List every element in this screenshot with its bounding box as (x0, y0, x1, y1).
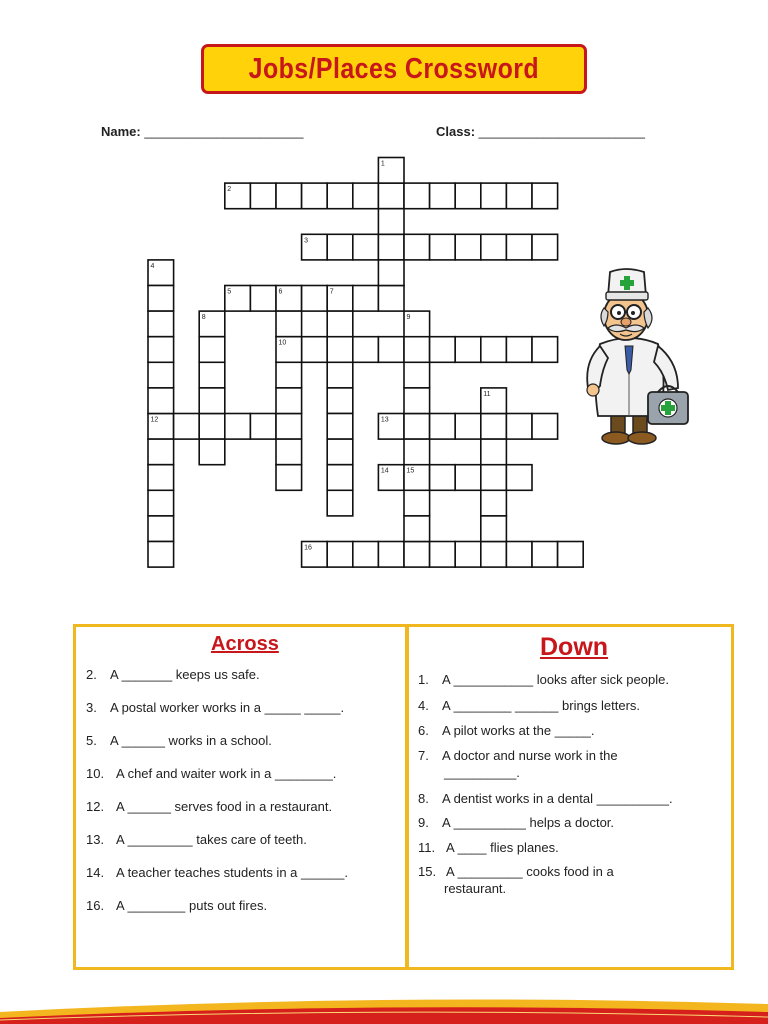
grid-cell[interactable] (404, 439, 430, 465)
grid-number: 8 (201, 314, 206, 322)
clue-number: 10. (86, 766, 105, 781)
grid-cell[interactable] (199, 439, 225, 465)
clue-text: A _______ keeps us safe. (110, 667, 260, 682)
grid-cell[interactable] (532, 183, 558, 209)
grid-cell[interactable] (506, 414, 532, 440)
clue-text: A _________ cooks food in a (446, 864, 614, 879)
across-clue (86, 864, 348, 881)
clue-text: A ________ ______ brings letters. (442, 698, 641, 713)
grid-cell[interactable] (506, 337, 532, 363)
grid-cell[interactable] (455, 183, 481, 209)
grid-cell[interactable] (276, 465, 302, 491)
grid-cell[interactable] (481, 490, 507, 516)
grid-cell[interactable] (430, 542, 456, 568)
grid-cell[interactable] (404, 516, 430, 542)
down-heading: Down (540, 633, 609, 661)
grid-cell[interactable] (378, 337, 404, 363)
grid-cell[interactable] (353, 542, 379, 568)
grid-cell[interactable] (148, 516, 174, 542)
grid-cell[interactable] (455, 465, 481, 491)
grid-cell[interactable] (404, 183, 430, 209)
grid-cell[interactable] (302, 286, 328, 312)
down-clue (418, 697, 640, 714)
clue-number: 13. (86, 832, 105, 847)
clue-number: 9. (418, 815, 429, 830)
grid-cell[interactable] (353, 337, 379, 363)
clue-text: A ________ puts out fires. (116, 898, 268, 913)
grid-cell[interactable] (378, 234, 404, 260)
grid-cell[interactable] (532, 337, 558, 363)
grid-cell[interactable] (199, 414, 225, 440)
clue-number: 6. (418, 723, 429, 738)
grid-cell[interactable] (404, 414, 430, 440)
grid-cell[interactable] (327, 337, 353, 363)
clue-number: 15. (418, 864, 437, 879)
name-label: Name: (101, 124, 141, 139)
clue-number: 3. (86, 700, 97, 715)
class-blank[interactable]: _______________________ (478, 124, 645, 139)
grid-number: 7 (329, 288, 334, 296)
clue-text: A postal worker works in a _____ _____. (110, 700, 345, 715)
grid-cell[interactable] (506, 542, 532, 568)
grid-cell[interactable] (353, 286, 379, 312)
grid-cell[interactable] (276, 414, 302, 440)
grid-number: 4 (150, 262, 155, 270)
clue-text: A _________ takes care of teeth. (116, 832, 307, 847)
grid-cell[interactable] (250, 183, 276, 209)
grid-cell[interactable] (430, 414, 456, 440)
grid-cell[interactable] (276, 183, 302, 209)
grid-cell[interactable] (481, 516, 507, 542)
grid-cell[interactable] (250, 286, 276, 312)
grid-cell[interactable] (404, 490, 430, 516)
clue-text: A ___________ looks after sick people. (442, 672, 669, 687)
grid-cell[interactable] (148, 337, 174, 363)
grid-cell[interactable] (378, 286, 404, 312)
grid-cell[interactable] (276, 388, 302, 414)
grid-cell[interactable] (327, 542, 353, 568)
clue-number: 8. (418, 791, 429, 806)
grid-cell[interactable] (455, 337, 481, 363)
across-clue (86, 897, 267, 914)
clue-text: A doctor and nurse work in the (442, 748, 618, 763)
grid-cell[interactable] (455, 414, 481, 440)
bottom-decoration (0, 990, 768, 1024)
grid-cell[interactable] (148, 362, 174, 388)
grid-cell[interactable] (378, 183, 404, 209)
clue-text: A ______ works in a school. (110, 733, 272, 748)
grid-number: 16 (304, 544, 312, 552)
clue-number: 4. (418, 698, 429, 713)
across-heading: Across (211, 633, 279, 655)
grid-cell[interactable] (302, 337, 328, 363)
grid-cell[interactable] (455, 542, 481, 568)
down-clue (418, 671, 669, 688)
grid-cell[interactable] (353, 234, 379, 260)
grid-number: 2 (227, 186, 232, 194)
grid-cell[interactable] (327, 362, 353, 388)
grid-cell[interactable] (199, 337, 225, 363)
grid-cell[interactable] (404, 337, 430, 363)
grid-cell[interactable] (481, 465, 507, 491)
grid-cell[interactable] (148, 542, 174, 568)
grid-cell[interactable] (327, 414, 353, 440)
grid-cell[interactable] (276, 439, 302, 465)
clue-text: A ______ serves food in a restaurant. (116, 799, 333, 814)
clue-text: A __________ helps a doctor. (442, 815, 615, 830)
grid-cell[interactable] (327, 439, 353, 465)
grid-number: 5 (227, 288, 232, 296)
down-clue-box (406, 624, 734, 970)
grid-cell[interactable] (327, 234, 353, 260)
clue-text: A teacher teaches students in a ______. (116, 865, 349, 880)
grid-cell[interactable] (174, 414, 200, 440)
clue-text-continued: restaurant. (444, 881, 507, 896)
grid-cell[interactable] (302, 183, 328, 209)
grid-cell[interactable] (378, 542, 404, 568)
down-clue (418, 814, 614, 831)
across-clue (86, 732, 272, 749)
clue-text: A pilot works at the _____. (442, 723, 595, 738)
grid-cell[interactable] (148, 465, 174, 491)
grid-cell[interactable] (481, 414, 507, 440)
grid-cell[interactable] (327, 388, 353, 414)
grid-cell[interactable] (481, 234, 507, 260)
page-title: Jobs/Places Crossword (248, 52, 540, 85)
grid-cell[interactable] (250, 414, 276, 440)
grid-number: 15 (406, 467, 415, 475)
grid-cell[interactable] (404, 388, 430, 414)
down-clue (418, 747, 618, 781)
grid-number: 6 (278, 288, 283, 296)
across-clue-box (73, 624, 408, 970)
clue-text: A chef and waiter work in a ________. (116, 766, 337, 781)
clue-number: 12. (86, 799, 105, 814)
grid-cell[interactable] (430, 337, 456, 363)
doctor-illustration (578, 266, 690, 448)
clue-number: 14. (86, 865, 105, 880)
grid-cell[interactable] (404, 234, 430, 260)
grid-number: 12 (150, 416, 159, 424)
grid-number: 3 (304, 237, 309, 245)
clue-number: 2. (86, 667, 97, 682)
grid-cell[interactable] (276, 362, 302, 388)
grid-cell[interactable] (481, 337, 507, 363)
grid-cell[interactable] (148, 311, 174, 337)
grid-cell[interactable] (404, 542, 430, 568)
clue-number: 16. (86, 898, 105, 913)
grid-cell[interactable] (327, 311, 353, 337)
across-clue (86, 666, 260, 683)
grid-cell[interactable] (430, 183, 456, 209)
grid-cell[interactable] (353, 183, 379, 209)
grid-cell[interactable] (327, 465, 353, 491)
grid-cell[interactable] (532, 234, 558, 260)
grid-cell[interactable] (481, 542, 507, 568)
grid-cell[interactable] (276, 311, 302, 337)
clue-text: A dentist works in a dental __________. (442, 791, 673, 806)
grid-cell[interactable] (199, 388, 225, 414)
name-blank[interactable]: ______________________ (144, 124, 304, 139)
down-clue (418, 863, 614, 897)
grid-cell[interactable] (506, 234, 532, 260)
clue-number: 7. (418, 748, 429, 763)
across-clue (86, 765, 336, 782)
grid-number: 9 (406, 314, 411, 322)
grid-cell[interactable] (148, 490, 174, 516)
grid-cell[interactable] (532, 414, 558, 440)
grid-cell[interactable] (558, 542, 584, 568)
across-clue (86, 831, 307, 848)
grid-number: 1 (380, 160, 385, 168)
clue-text-continued: __________. (444, 765, 520, 780)
grid-cell[interactable] (199, 362, 225, 388)
grid-number: 13 (380, 416, 389, 424)
grid-cell[interactable] (481, 183, 507, 209)
clue-text: A ____ flies planes. (446, 840, 559, 855)
grid-cell[interactable] (378, 209, 404, 235)
across-clue (86, 699, 344, 716)
down-clue (418, 839, 559, 856)
across-clue (86, 798, 332, 815)
grid-cell[interactable] (148, 439, 174, 465)
grid-cell[interactable] (404, 362, 430, 388)
grid-cell[interactable] (327, 183, 353, 209)
down-clue (418, 722, 594, 739)
grid-cell[interactable] (327, 490, 353, 516)
down-clue (418, 790, 673, 807)
clue-number: 5. (86, 733, 97, 748)
grid-cell[interactable] (148, 286, 174, 312)
grid-cell[interactable] (506, 465, 532, 491)
clue-number: 1. (418, 672, 429, 687)
grid-cell[interactable] (430, 234, 456, 260)
grid-cell[interactable] (455, 234, 481, 260)
grid-number: 14 (380, 467, 389, 475)
class-label: Class: (436, 124, 476, 139)
grid-cell[interactable] (506, 183, 532, 209)
clue-number: 11. (418, 840, 436, 855)
grid-number: 10 (278, 339, 287, 347)
grid-cell[interactable] (430, 465, 456, 491)
grid-cell[interactable] (378, 260, 404, 286)
grid-cell[interactable] (225, 414, 251, 440)
grid-cell[interactable] (481, 439, 507, 465)
grid-number: 11 (483, 390, 491, 398)
grid-cell[interactable] (532, 542, 558, 568)
grid-cell[interactable] (148, 388, 174, 414)
